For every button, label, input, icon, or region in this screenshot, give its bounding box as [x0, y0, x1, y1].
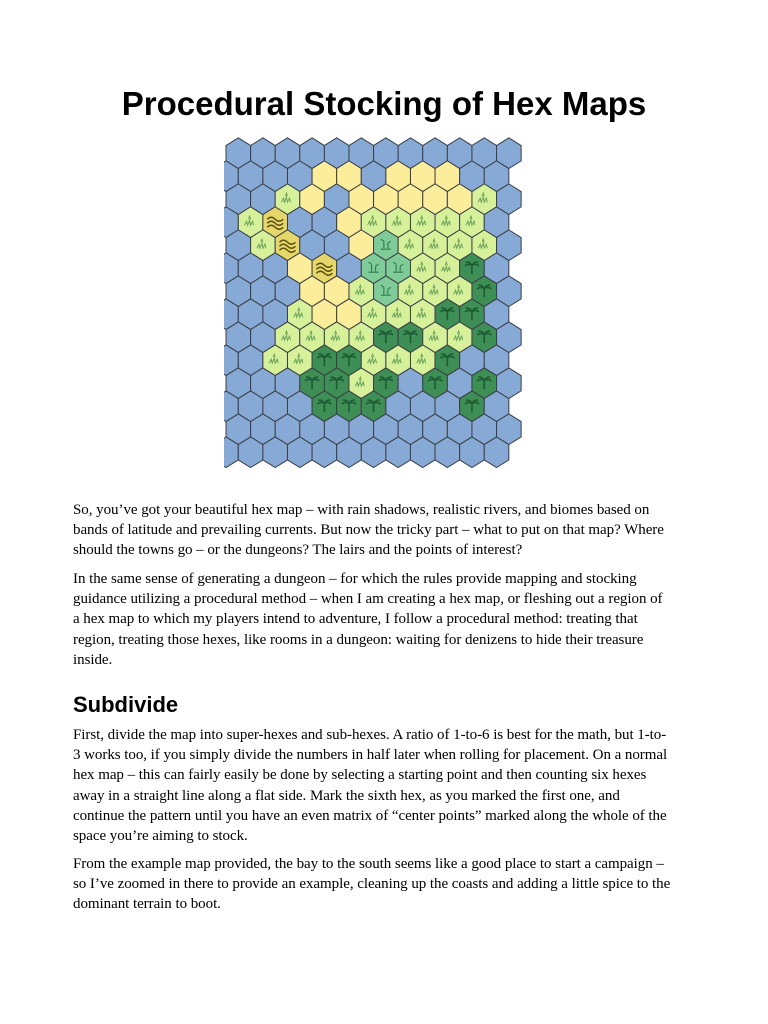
text-line: hex map – this can fairly easily be done by selecting a starting point and then counting six hexes [73, 767, 647, 784]
text-line: 3 works too, if you simply divide the numbers in half later when rolling for placement. On a normal [73, 747, 668, 764]
text-line: dominant terrain to boot. [73, 896, 221, 913]
hex-map-figure [224, 136, 544, 488]
text-line: So, you’ve got your beautiful hex map – with rain shadows, realistic rivers, and biomes based on [73, 502, 650, 518]
intro-paragraph-2 [73, 569, 697, 670]
text-line: so I’ve zoomed in there to provide an example, cleaning up the coasts and adding a little spice to the [73, 876, 671, 893]
text-line: In the same sense of generating a dungeon – for which the rules provide mapping and stocking [73, 571, 637, 587]
text-line: guidance utilizing a procedural method – when I am creating a hex map, or fleshing out a region of [73, 591, 663, 608]
text-line: away in a straight line along a flat side. Mark the sixth hex, as you marked the first one, and [73, 787, 620, 804]
text-line: From the example map provided, the bay to the south seems like a good place to start a campaign – [73, 856, 664, 872]
text-line: continue the pattern until you have an even matrix of “center points” marked along the whole of the [73, 807, 667, 824]
text-line: should the towns go – or the dungeons? The lairs and the points of interest? [73, 542, 523, 559]
intro-paragraph-1 [73, 500, 697, 561]
section-paragraph-2 [73, 854, 697, 915]
section-heading: Subdivide [73, 692, 179, 717]
text-line: First, divide the map into super-hexes and sub-hexes. A ratio of 1-to-6 is best for the math, but 1-to- [73, 727, 667, 743]
text-line: bands of latitude and prevailing currents. But now the tricky part – what to put on that map? Where [73, 522, 664, 539]
text-line: inside. [73, 651, 113, 668]
text-line: a hex map to which my players intend to adventure, I follow a procedural method: treating that [73, 611, 638, 628]
section-paragraph-1 [73, 725, 697, 846]
text-line: space you’re aiming to stock. [73, 828, 248, 845]
document-title: Procedural Stocking of Hex Maps [121, 85, 647, 122]
text-line: region, treating those hexes, like rooms in a dungeon: waiting for denizens to hide their treasure [73, 631, 644, 648]
